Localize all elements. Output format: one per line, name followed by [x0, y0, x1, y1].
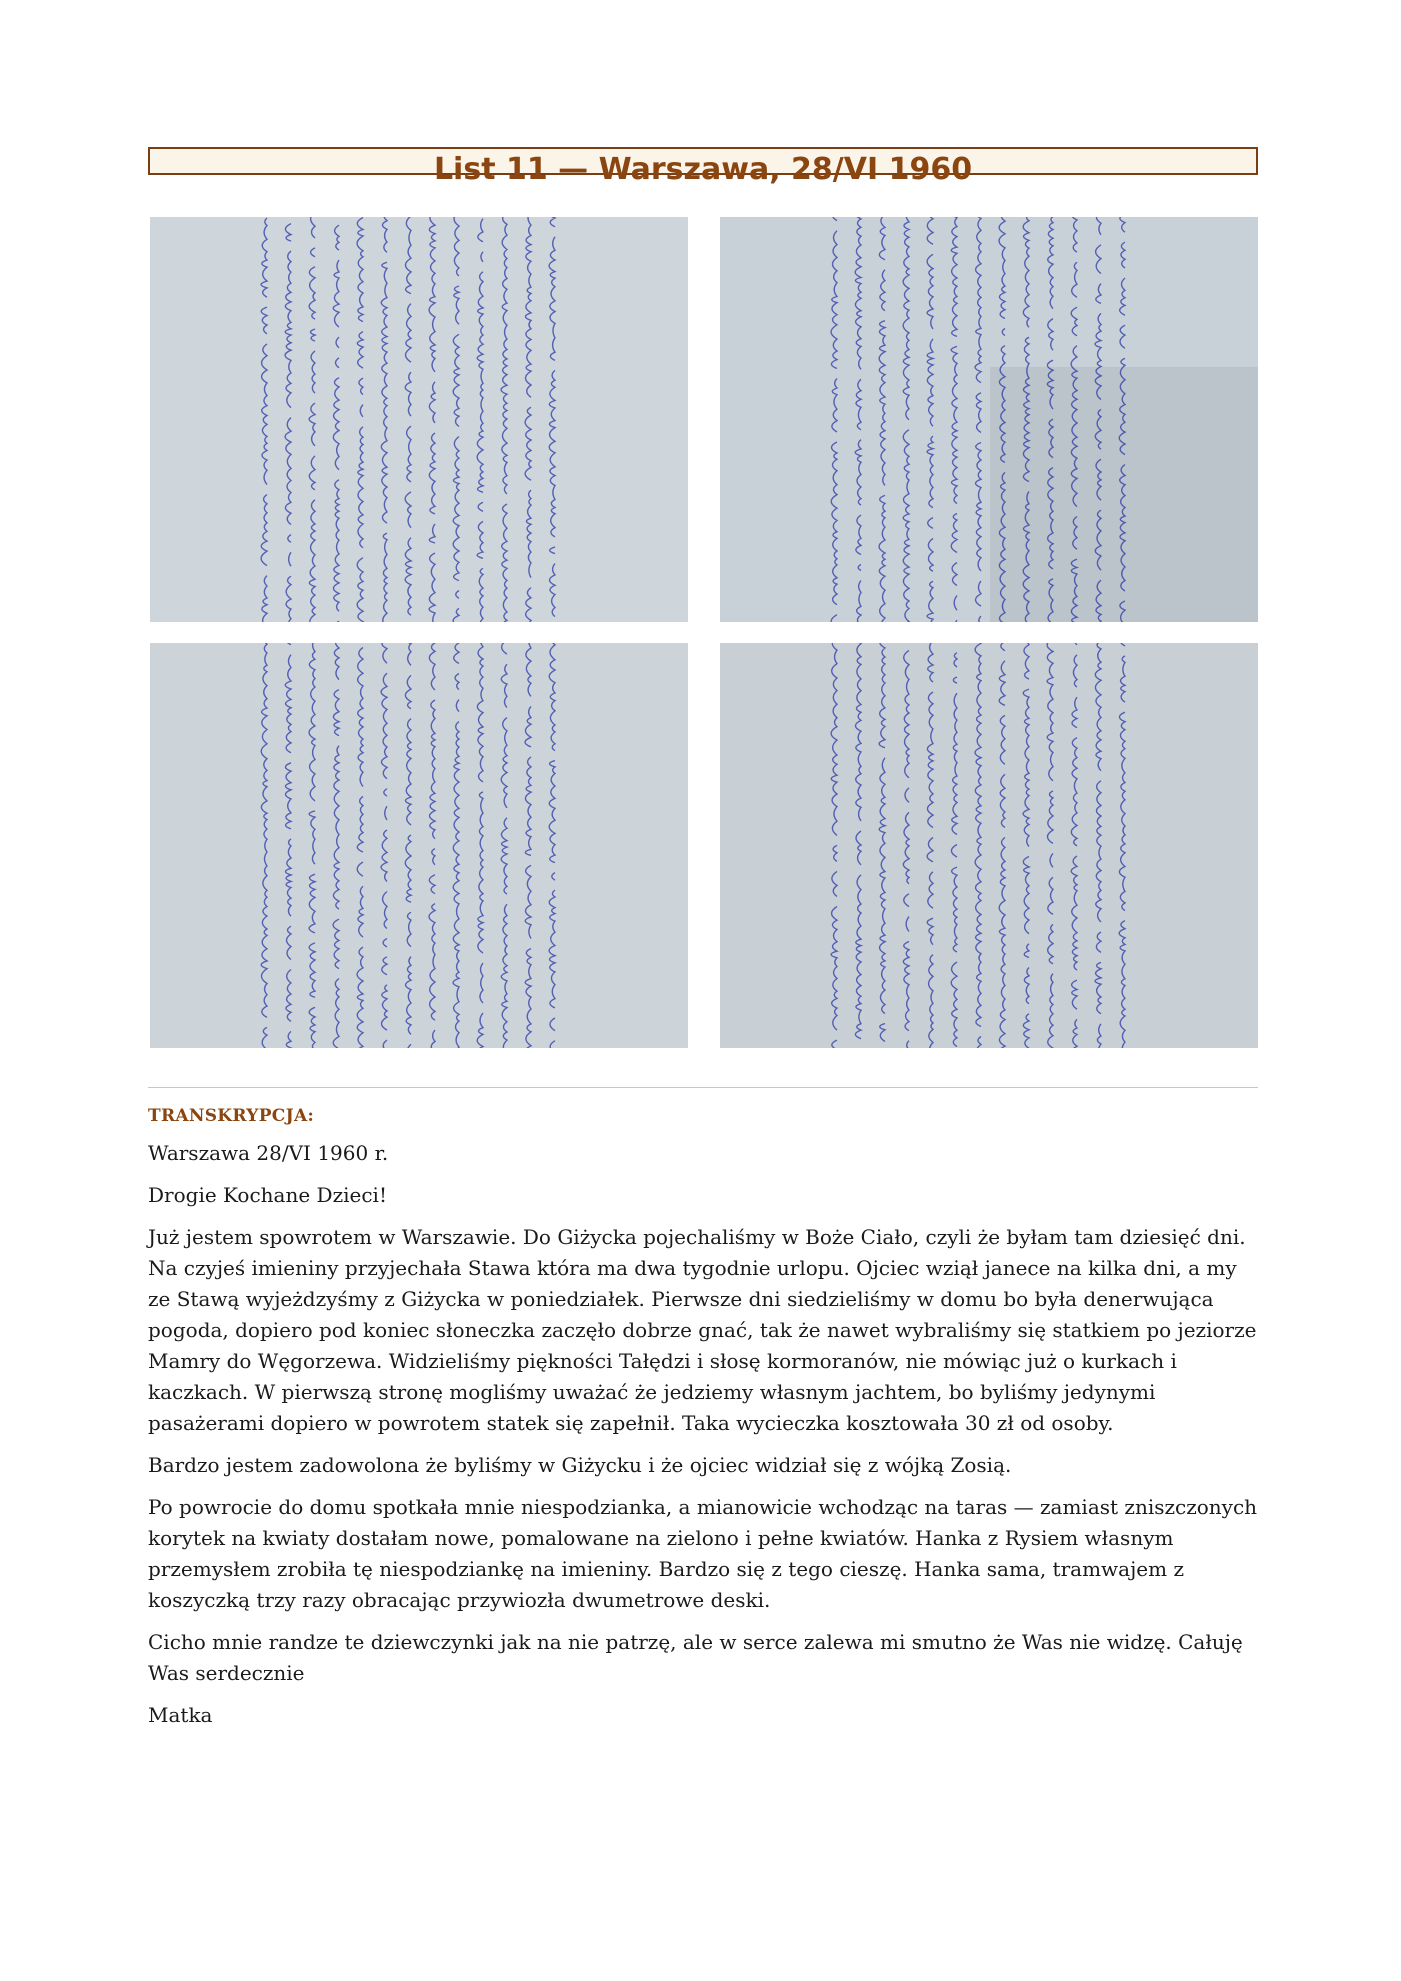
- letter-scan-page-3: [150, 643, 688, 1048]
- transcript-paragraph: Już jestem spowrotem w Warszawie. Do Giżycka pojechaliśmy w Boże Ciało, czyli że byłam tam dziesięć dni. Na czyjeś imieniny przyjechała Stawa która ma dwa tygodnie urlopu. Ojciec wziął janece na kilka dni, a my ze Stawą wyjeżdzyśmy z Giżycka w poniedziałek. Pierwsze dni siedzieliśmy w domu bo była denerwująca pogoda, dopiero pod koniec słoneczka zaczęło dobrze gnać, tak że nawet wybraliśmy się statkiem po jeziorze Mamry do Węgorzewa. Widzieliśmy piękności Tałędzi i słosę kormoranów, nie mówiąc już o kurkach i kaczkach. W pierwszą stronę mogliśmy uważać że jedziemy własnym jachtem, bo byliśmy jedynymi pasażerami dopiero w powrotem statek się zapełnił. Taka wycieczka kosztowała 30 zł od osoby.: [148, 1225, 1257, 1435]
- letter-scan-page-4: [720, 643, 1258, 1048]
- transcription-text: [148, 1138, 1258, 1742]
- transcript-paragraph: Bardzo jestem zadowolona że byliśmy w Giżycku i że ojciec widział się z wójką Zosią.: [148, 1453, 1012, 1477]
- transcript-signature: Matka: [148, 1703, 213, 1727]
- letter-title: List 11 — Warszawa, 28/VI 1960: [433, 152, 973, 187]
- transcript-salutation: Drogie Kochane Dzieci!: [148, 1183, 387, 1207]
- transcription-label: TRANSKRYPCJA:: [148, 1106, 315, 1126]
- letter-title-box: [148, 147, 1258, 187]
- letter-scan-page-1: [150, 217, 688, 622]
- letter-scan-page-2: [720, 217, 1258, 622]
- transcript-paragraph: Po powrocie do domu spotkała mnie niespodzianka, a mianowicie wchodząc na taras — zamiast zniszczonych korytek na kwiaty dostałam nowe, pomalowane na zielono i pełne kwiatów. Hanka z Rysiem własnym przemysłem zrobiła tę niespodziankę na imieniny. Bardzo się z tego cieszę. Hanka sama, tramwajem z koszyczką trzy razy obracając przywiozła dwumetrowe deski.: [148, 1495, 1258, 1612]
- transcript-paragraph: Cicho mnie randze te dziewczynki jak na nie patrzę, ale w serce zalewa mi smutno że Was nie widzę. Całuję Was serdecznie: [148, 1630, 1243, 1685]
- transcript-date: Warszawa 28/VI 1960 r.: [148, 1141, 389, 1165]
- section-divider: [148, 1087, 1258, 1088]
